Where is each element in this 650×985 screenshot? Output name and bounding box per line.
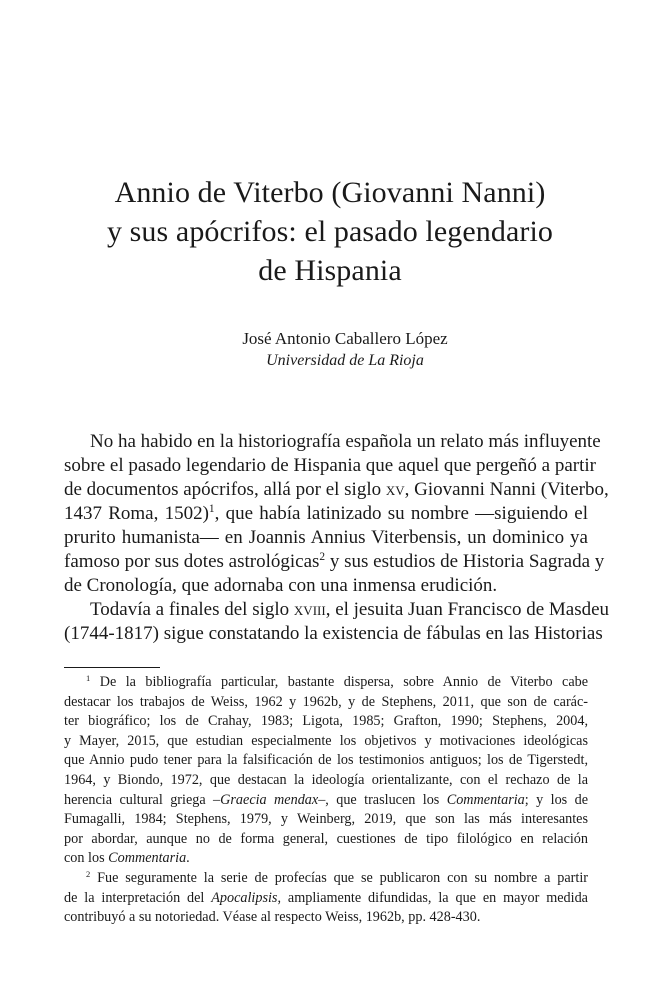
author-name: José Antonio Caballero López <box>242 329 448 348</box>
body-line: (1744-1817) sigue constatando la existencia de fábulas en las Historias <box>64 623 603 644</box>
title-line-3: de Hispania <box>258 254 402 287</box>
body-line: sobre el pasado legendario de Hispania que aquel que pergeñó a partir <box>64 455 596 476</box>
footnote-marker-2: 2 <box>86 868 91 879</box>
footnote-line: que Annio pudo tener para la falsificación de los testimonios antiguos; los de Tigerstedt, <box>64 752 588 769</box>
body-line: de Cronología, que adornaba con una inmensa erudición. <box>64 575 498 596</box>
footnotes <box>64 673 588 928</box>
footnote-ref-1[interactable]: 1 <box>208 503 215 516</box>
century-numeral: xviii <box>293 599 326 620</box>
footnote-separator <box>64 667 160 668</box>
footnote-line: 1964, y Biondo, 1972, que destacan la ideología orientalizante, con el rechazo de la <box>64 771 588 788</box>
footnote-1: $^1$ De la bibliografía particular, bastante dispersa, sobre Annio de Viterbo cabe <box>86 672 589 690</box>
author-affiliation: Universidad de La Rioja <box>266 352 424 369</box>
title-line-2: y sus apócrifos: el pasado legendario <box>106 215 554 248</box>
body-text <box>64 430 610 646</box>
footnote-line: herencia cultural griega –Graecia mendax–, que traslucen los Commentaria; y los de <box>64 791 588 808</box>
body-line: No ha habido en la historiografía española un relato más influyente <box>90 431 601 452</box>
footnote-line: y Mayer, 2015, que estudian especialmente los objetivos y motivaciones ideológicas <box>64 732 588 749</box>
footnote-line: de la interpretación del Apocalipsis, ampliamente difundidas, la que en mayor medida <box>64 889 588 906</box>
footnote-line: con los Commentaria. <box>64 850 190 867</box>
footnote-marker-1: 1 <box>86 672 91 683</box>
body-line: Todavía a finales del siglo xviii, el jesuita Juan Francisco de Masdeu <box>90 599 610 620</box>
title-line-1: Annio de Viterbo (Giovanni Nanni) <box>114 176 546 209</box>
article-title <box>60 173 600 290</box>
footnote-line: destacar los trabajos de Weiss, 1962 y 1962b, y de Stephens, 2011, que son de carác- <box>64 693 588 710</box>
century-numeral: xv <box>385 479 405 500</box>
footnote-2: $^2$ Fue seguramente la serie de profecías que se publicaron con su nombre a partir <box>86 868 589 886</box>
footnote-line: Fumagalli, 1984; Stephens, 1979, y Weinberg, 2019, que son las más interesantes <box>64 811 588 828</box>
body-line: 1437 Roma, 1502)$^1$, que había latinizado su nombre —siguiendo el <box>64 503 588 524</box>
body-line: prurito humanista— en Joannis Annius Viterbensis, un dominico ya <box>64 527 588 548</box>
footnote-line: contribuyó a su notoriedad. Véase al respecto Weiss, 1962b, pp. 428-430. <box>64 909 481 926</box>
footnote-line: por abordar, aunque no de forma general, cuestiones de tipo filológico en relación <box>64 830 588 847</box>
footnote-ref-2[interactable]: 2 <box>319 551 326 564</box>
body-line: de documentos apócrifos, allá por el siglo xv, Giovanni Nanni (Viterbo, <box>64 479 609 500</box>
body-line: famoso por sus dotes astrológicas$^2$ y sus estudios de Historia Sagrada y <box>64 551 605 572</box>
footnote-line: ter biográfico; los de Crahay, 1983; Ligota, 1985; Grafton, 1990; Stephens, 2004, <box>64 713 588 730</box>
